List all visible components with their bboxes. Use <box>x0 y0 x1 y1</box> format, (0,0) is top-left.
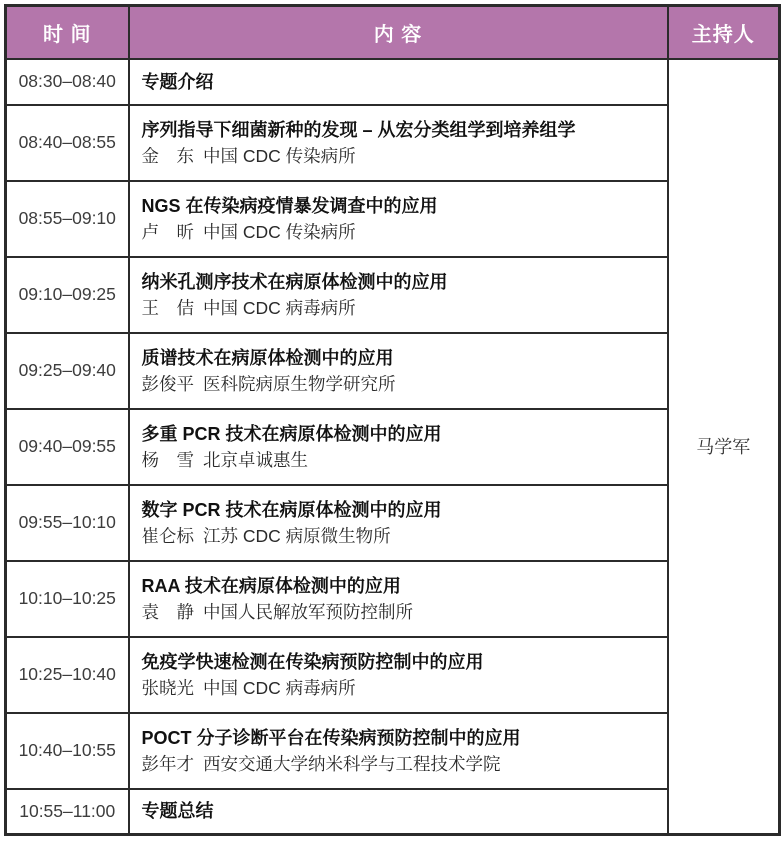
speaker-org: 北京卓诚惠生 <box>203 449 308 470</box>
table-row <box>6 105 780 181</box>
speaker-line <box>142 143 657 169</box>
table-row <box>6 257 780 333</box>
talk-title: 专题介绍 <box>141 71 214 92</box>
time-cell: 10:25–10:40 <box>6 637 129 713</box>
speaker-name: 彭年才 <box>141 753 194 774</box>
speaker-name: 金 东 <box>141 145 194 166</box>
content-cell <box>129 561 668 637</box>
speaker-name: 杨 雪 <box>141 449 194 470</box>
time-cell: 10:10–10:25 <box>6 561 129 637</box>
talk-title: 免疫学快速检测在传染病预防控制中的应用 <box>141 651 484 672</box>
speaker-name: 张晓光 <box>141 677 194 698</box>
time-cell: 10:55–11:00 <box>6 789 129 835</box>
table-row <box>6 637 780 713</box>
speaker-org: 中国 CDC 传染病所 <box>203 145 356 166</box>
speaker-org: 西安交通大学纳米科学与工程技术学院 <box>203 753 501 774</box>
table-row <box>6 333 780 409</box>
content-cell <box>129 637 668 713</box>
content-cell <box>129 485 668 561</box>
speaker-line <box>142 371 657 397</box>
header-content: 内 容 <box>129 6 668 59</box>
speaker-org: 中国人民解放军预防控制所 <box>203 601 413 622</box>
content-cell <box>129 333 668 409</box>
speaker-line <box>142 751 657 777</box>
talk-title: RAA 技术在病原体检测中的应用 <box>141 575 401 596</box>
content-cell <box>129 409 668 485</box>
talk-title: 序列指导下细菌新种的发现 – 从宏分类组学到培养组学 <box>141 119 576 140</box>
header-time: 时 间 <box>6 6 129 59</box>
speaker-name: 王 佶 <box>141 297 194 318</box>
table-row <box>6 561 780 637</box>
talk-title: 质谱技术在病原体检测中的应用 <box>141 347 394 368</box>
speaker-name: 崔仑标 <box>141 525 194 546</box>
speaker-org: 中国 CDC 传染病所 <box>203 221 356 242</box>
time-cell: 09:25–09:40 <box>6 333 129 409</box>
talk-title: 多重 PCR 技术在病原体检测中的应用 <box>141 423 442 444</box>
table-row <box>6 59 780 105</box>
speaker-org: 江苏 CDC 病原微生物所 <box>203 525 391 546</box>
table-row <box>6 789 780 835</box>
talk-title: 专题总结 <box>141 801 214 822</box>
speaker-line <box>142 523 657 549</box>
speaker-name: 彭俊平 <box>141 373 194 394</box>
speaker-org: 医科院病原生物学研究所 <box>203 373 396 394</box>
talk-title: NGS 在传染病疫情暴发调查中的应用 <box>141 195 438 216</box>
talk-title: POCT 分子诊断平台在传染病预防控制中的应用 <box>141 727 521 748</box>
content-cell <box>129 257 668 333</box>
talk-title: 数字 PCR 技术在病原体检测中的应用 <box>141 499 442 520</box>
table-row <box>6 713 780 789</box>
speaker-line <box>142 219 657 245</box>
time-cell: 09:55–10:10 <box>6 485 129 561</box>
content-cell <box>129 181 668 257</box>
table-row <box>6 409 780 485</box>
session-schedule-table <box>4 4 781 836</box>
speaker-line <box>142 599 657 625</box>
speaker-line <box>142 295 657 321</box>
content-cell <box>129 789 668 835</box>
header-moderator: 主持人 <box>668 6 780 59</box>
time-cell: 10:40–10:55 <box>6 713 129 789</box>
speaker-line <box>142 447 657 473</box>
content-cell <box>129 713 668 789</box>
speaker-name: 袁 静 <box>141 601 194 622</box>
table-header-row <box>6 6 780 59</box>
time-cell: 09:40–09:55 <box>6 409 129 485</box>
time-cell: 09:10–09:25 <box>6 257 129 333</box>
moderator-cell: 马学军 <box>668 59 780 835</box>
table-row <box>6 181 780 257</box>
content-cell <box>129 59 668 105</box>
table-row <box>6 485 780 561</box>
speaker-org: 中国 CDC 病毒病所 <box>203 677 356 698</box>
speaker-name: 卢 昕 <box>141 221 194 242</box>
content-cell <box>129 105 668 181</box>
time-cell: 08:40–08:55 <box>6 105 129 181</box>
talk-title: 纳米孔测序技术在病原体检测中的应用 <box>141 271 448 292</box>
speaker-org: 中国 CDC 病毒病所 <box>203 297 356 318</box>
speaker-line <box>142 675 657 701</box>
time-cell: 08:30–08:40 <box>6 59 129 105</box>
time-cell: 08:55–09:10 <box>6 181 129 257</box>
